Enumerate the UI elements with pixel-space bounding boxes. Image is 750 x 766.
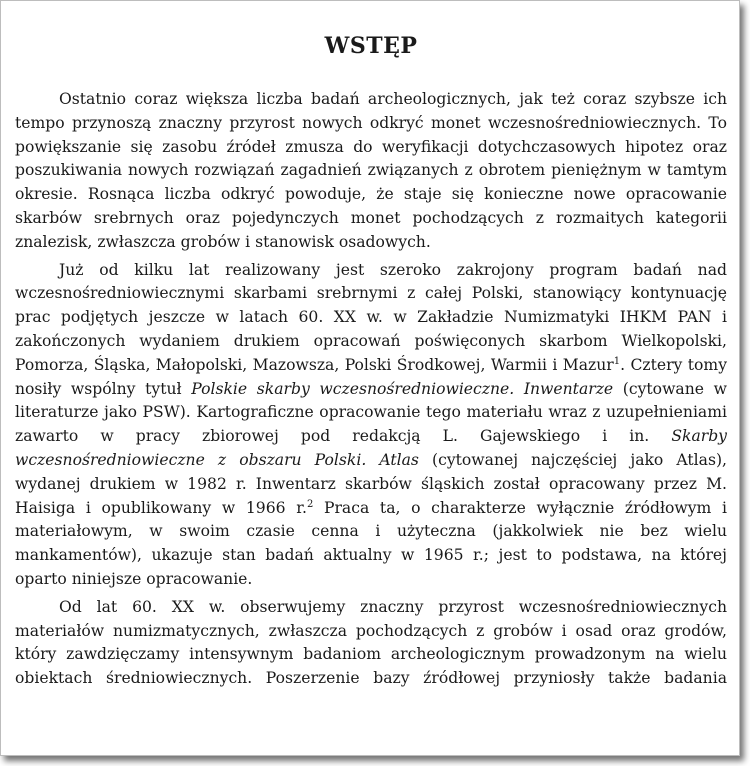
paragraph-text: (cytowane w literaturze jako PSW). Kartograficzne opracowanie tego materiału wraz z uzupełnieniami zawarto w pracy zbiorowej pod redakcją L. Gajewskiego i in. (15, 379, 727, 446)
paragraph-text: Od lat 60. XX w. obserwujemy znaczny przyrost wczesnośredniowiecznych materiałów numizmatycznych, zwłaszcza pochodzących z grobów i osad oraz grodów, który zawdzięczamy intensywnym badaniom archeologicznym prowadzonym na wielu obiektach średniowiecznych. Poszerzenie bazy źródłowej przyniosły także badania (15, 597, 727, 688)
paragraph (15, 596, 727, 691)
paragraph-text: Ostatnio coraz większa liczba badań archeologicznych, jak też coraz szybsze ich tempo przynoszą znaczny przyrost nowych odkryć monet wczesnośredniowiecznych. To powiększanie się zasobu źródeł zmusza do weryfikacji dotychczasowych hipotez oraz poszukiwania nowych rozwiązań zagadnień związanych z obrotem pieniężnym w tamtym okresie. Rosnąca liczba odkryć powoduje, że staje się konieczne nowe opracowanie skarbów srebrnych oraz pojedynczych monet pochodzących z rozmaitych kategorii znalezisk, zwłaszcza grobów i stanowisk osadowych. (15, 90, 727, 251)
paragraph-text: (cytowanej najczęściej jako Atlas), wydanej drukiem w 1982 r. Inwentarz skarbów śląskich został opracowany przez M. Haisiga i opublikowany w 1966 r. (15, 450, 727, 517)
italic-title: Skarby wczesnośredniowieczne z obszaru Polski. Atlas (15, 427, 727, 469)
footnote-marker: 1 (613, 355, 621, 367)
page-title: WSTĘP (324, 33, 418, 59)
body-text (15, 88, 727, 691)
footnote-marker: 2 (306, 498, 314, 510)
paragraph (15, 88, 727, 255)
paragraph-text: . Cztery tomy nosiły wspólny tytuł (15, 355, 727, 398)
paragraph (15, 259, 727, 592)
page-content (15, 31, 727, 695)
paragraph-text: Praca ta, o charakterze wyłącznie źródłowym i materiałowym, w swoim czasie cenna i użyteczna (jakkolwiek nie bez wielu mankamentów), ukazuje stan badań aktualny w 1965 r.; jest to podstawa, na której oparto niniejsze opracowanie. (15, 498, 727, 588)
italic-title: Polskie skarby wczesnośredniowieczne. Inwentarze (191, 379, 614, 398)
paragraph-text: Już od kilku lat realizowany jest szeroko zakrojony program badań nad wczesnośredniowiecznymi skarbami srebrnymi z całej Polski, stanowiący kontynuację prac podjętych jeszcze w latach 60. XX w. w Zakładzie Numizmatyki IHKM PAN i zakończonych wydaniem drukiem opracowań poświęconych skarbom Wielkopolski, Pomorza, Śląska, Małopolski, Mazowsza, Polski Środkowej, Warmii i Mazur (15, 260, 727, 374)
